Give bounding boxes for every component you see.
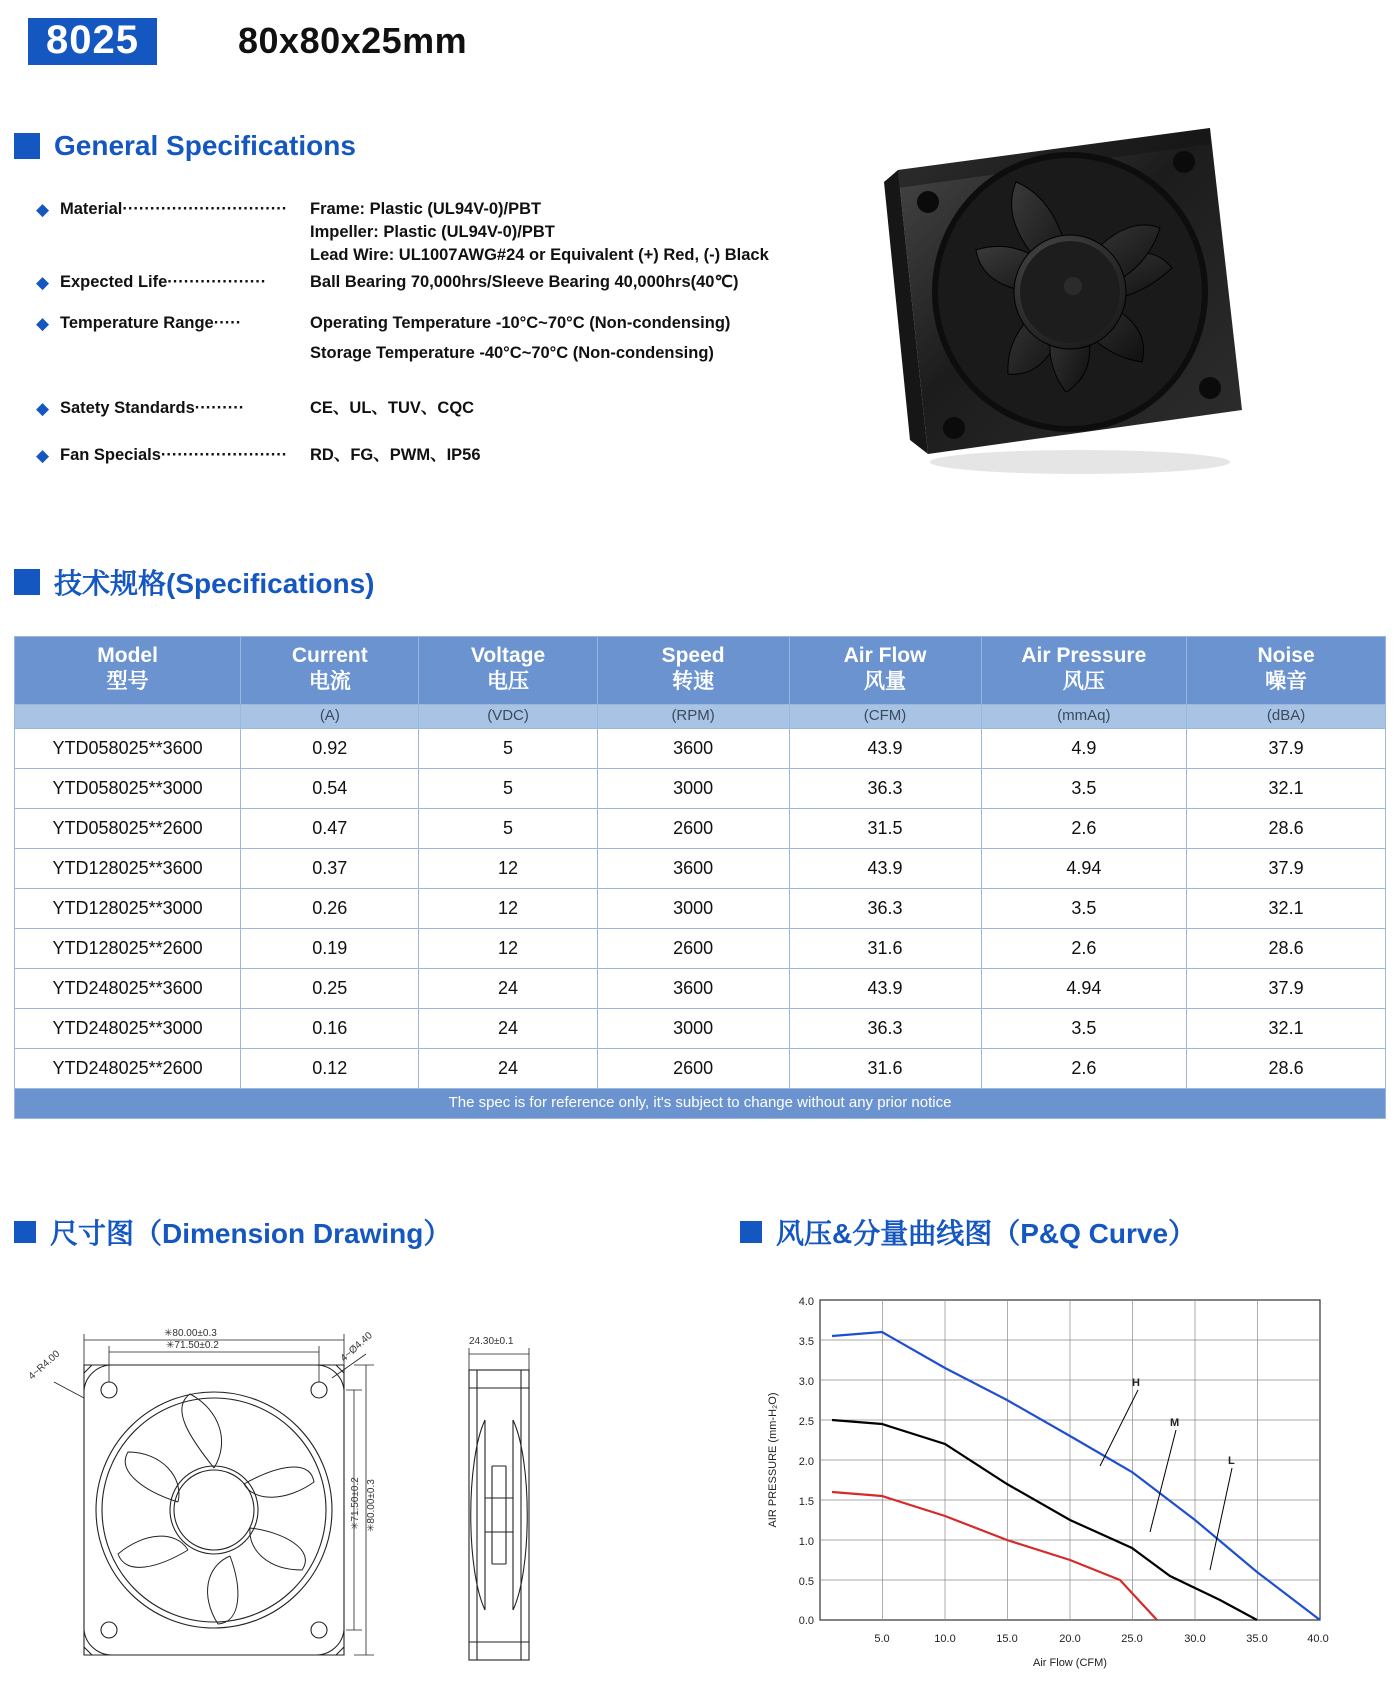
section-marker-square [14,569,40,595]
cell-voltage: 12 [419,848,597,888]
col-header-en: Voltage [470,644,546,667]
x-tick-label: 40.0 [1307,1633,1329,1645]
diamond-bullet-icon: ◆ [36,399,50,418]
dimension-drawing-title: 尺寸图（Dimension Drawing） [50,1218,452,1249]
col-header-cn: 风量 [864,670,907,694]
y-tick-label: 1.0 [798,1536,814,1548]
diamond-bullet-icon: ◆ [36,446,50,465]
col-header-cn: 转速 [672,670,715,694]
cell-airflow: 43.9 [789,848,981,888]
section-marker-square [740,1221,762,1243]
specifications-table-body [15,728,1386,1088]
cell-airpressure: 3.5 [981,888,1187,928]
cell-airpressure: 3.5 [981,768,1187,808]
cell-airpressure: 2.6 [981,808,1187,848]
cell-voltage: 12 [419,888,597,928]
general-specifications-heading [14,130,356,162]
cell-current: 0.37 [241,848,419,888]
table-col-header-speed [597,637,789,705]
table-footnote: The spec is for reference only, it's subject to change without any prior notice [15,1088,1386,1118]
spec-label: Satety Standards [60,399,195,417]
table-col-header-current [241,637,419,705]
spec-value: RD、FG、PWM、IP56 [310,446,481,464]
cell-airflow: 31.6 [789,928,981,968]
table-col-header-voltage [419,637,597,705]
cell-noise: 32.1 [1187,768,1386,808]
cell-voltage: 12 [419,928,597,968]
cell-current: 0.12 [241,1048,419,1088]
col-header-en: Model [97,644,158,667]
cell-model: YTD128025**3000 [15,888,241,928]
spec-value: Ball Bearing 70,000hrs/Sleeve Bearing 40,000hrs(40℃) [310,273,739,291]
col-header-en: Air Flow [843,644,927,667]
specifications-title: 技术规格(Specifications) [54,568,375,599]
x-tick-label: 20.0 [1059,1633,1081,1645]
y-tick-label: 3.5 [798,1336,814,1348]
cell-noise: 37.9 [1187,848,1386,888]
cell-noise: 37.9 [1187,728,1386,768]
table-row [15,1048,1386,1088]
general-specifications-list [36,198,866,467]
table-row [15,728,1386,768]
y-tick-label: 3.0 [798,1376,814,1388]
cell-airpressure: 4.9 [981,728,1187,768]
table-header-row [15,637,1386,705]
spec-value: Operating Temperature -10°C~70°C (Non-condensing) [310,314,731,332]
cell-airpressure: 4.94 [981,848,1187,888]
cell-current: 0.16 [241,1008,419,1048]
y-tick-label: 2.5 [798,1416,814,1428]
col-header-en: Air Pressure [1021,644,1147,667]
cell-voltage: 5 [419,808,597,848]
page-header [0,8,1400,70]
cell-model: YTD058025**3000 [15,768,241,808]
table-row [15,768,1386,808]
unit-speed: (RPM) [597,704,789,728]
cell-current: 0.19 [241,928,419,968]
leader-dots: ······························ [122,200,288,218]
fan-illustration-icon [880,110,1260,480]
dimension-drawing-figure [14,1270,714,1690]
spec-value: Lead Wire: UL1007AWG#24 or Equivalent (+) Red, (-) Black [310,246,769,264]
specifications-heading [14,562,374,602]
series-label-L: L [1228,1455,1235,1467]
cell-airflow: 36.3 [789,1008,981,1048]
unit-model [15,704,241,728]
dim-height-outer-label: ✳80.00±0.3 [366,1479,377,1532]
spec-item-fan-specials [36,444,866,467]
dimension-drawing-svg [14,1270,714,1690]
cell-voltage: 24 [419,1048,597,1088]
section-marker-square [14,1221,36,1243]
cell-speed: 3000 [597,1008,789,1048]
dimension-drawing-heading [14,1212,451,1252]
fan-dimensions-title: 80x80x25mm [238,20,468,61]
cell-airflow: 43.9 [789,968,981,1008]
y-tick-label: 4.0 [798,1296,814,1308]
leader-dots: ·················· [167,273,267,291]
spec-value: Storage Temperature -40°C~70°C (Non-condensing) [310,344,714,362]
cell-current: 0.54 [241,768,419,808]
unit-voltage: (VDC) [419,704,597,728]
dim-thickness-label: 24.30±0.1 [469,1336,514,1347]
cell-model: YTD248025**2600 [15,1048,241,1088]
x-tick-label: 5.0 [874,1633,890,1645]
x-tick-label: 35.0 [1246,1633,1268,1645]
y-tick-label: 2.0 [798,1456,814,1468]
model-badge: 8025 [28,18,157,65]
cell-airflow: 31.5 [789,808,981,848]
table-col-header-airpressure [981,637,1187,705]
spec-item-safety-standards [36,397,866,420]
table-row [15,928,1386,968]
x-tick-label: 10.0 [934,1633,956,1645]
cell-current: 0.47 [241,808,419,848]
cell-airpressure: 2.6 [981,928,1187,968]
diamond-bullet-icon: ◆ [36,314,50,333]
general-specifications-title: General Specifications [54,130,356,161]
col-header-cn: 电压 [487,670,530,694]
spec-value: Impeller: Plastic (UL94V-0)/PBT [310,223,555,241]
cell-current: 0.26 [241,888,419,928]
leader-dots: ····· [213,314,242,332]
specifications-table-wrapper [14,636,1386,1119]
cell-speed: 3600 [597,728,789,768]
spec-label: Expected Life [60,273,168,291]
spec-item-temperature-range [36,312,866,365]
spec-value: CE、UL、TUV、CQC [310,399,475,417]
x-tick-label: 30.0 [1184,1633,1206,1645]
x-axis-label: Air Flow (CFM) [1033,1657,1107,1669]
cell-airflow: 43.9 [789,728,981,768]
fan-product-photo [880,110,1260,480]
col-header-en: Current [291,644,368,667]
cell-voltage: 24 [419,1008,597,1048]
y-tick-label: 0.0 [798,1615,814,1627]
unit-airflow: (CFM) [789,704,981,728]
cell-voltage: 5 [419,768,597,808]
pq-curve-title: 风压&分量曲线图（P&Q Curve） [776,1218,1197,1249]
cell-airflow: 31.6 [789,1048,981,1088]
specifications-table [14,636,1386,1119]
col-header-cn: 风压 [1062,670,1105,694]
table-footnote-row [15,1088,1386,1118]
y-tick-label: 0.5 [798,1576,814,1588]
cell-speed: 2600 [597,808,789,848]
cell-current: 0.25 [241,968,419,1008]
cell-airpressure: 2.6 [981,1048,1187,1088]
cell-speed: 3600 [597,968,789,1008]
y-axis-label: AIR PRESSURE (mm-H₂O) [767,1392,779,1528]
cell-model: YTD058025**3600 [15,728,241,768]
cell-airpressure: 4.94 [981,968,1187,1008]
cell-speed: 2600 [597,928,789,968]
dim-corner-radius-label: 4~R4.00 [26,1348,63,1383]
unit-airpressure: (mmAq) [981,704,1187,728]
cell-speed: 3600 [597,848,789,888]
cell-airpressure: 3.5 [981,1008,1187,1048]
col-header-cn: 电流 [308,670,351,694]
leader-dots: ······················· [160,446,288,464]
cell-model: YTD128025**3600 [15,848,241,888]
col-header-en: Noise [1257,644,1315,667]
pq-curve-svg [740,1270,1386,1690]
col-header-cn: 噪音 [1265,670,1308,694]
col-header-en: Speed [661,644,725,667]
series-label-M: M [1170,1417,1180,1429]
cell-noise: 28.6 [1187,808,1386,848]
cell-speed: 3000 [597,768,789,808]
spec-item-expected-life [36,271,866,294]
dim-outer-width-label: ✳80.00±0.3 [164,1328,217,1339]
series-label-H: H [1132,1377,1140,1389]
x-tick-label: 15.0 [996,1633,1018,1645]
cell-airflow: 36.3 [789,888,981,928]
table-row [15,808,1386,848]
cell-voltage: 24 [419,968,597,1008]
spec-item-material [36,198,866,267]
cell-noise: 28.6 [1187,928,1386,968]
cell-voltage: 5 [419,728,597,768]
cell-speed: 2600 [597,1048,789,1088]
cell-model: YTD058025**2600 [15,808,241,848]
pq-curve-figure [740,1270,1386,1690]
specifications-table-footer [15,1088,1386,1118]
unit-noise: (dBA) [1187,704,1386,728]
cell-noise: 32.1 [1187,888,1386,928]
spec-label: Temperature Range [60,314,214,332]
cell-model: YTD248025**3600 [15,968,241,1008]
table-col-header-noise [1187,637,1386,705]
table-col-header-airflow [789,637,981,705]
cell-noise: 37.9 [1187,968,1386,1008]
table-row [15,968,1386,1008]
cell-noise: 28.6 [1187,1048,1386,1088]
table-row [15,1008,1386,1048]
cell-current: 0.92 [241,728,419,768]
y-tick-label: 1.5 [798,1496,814,1508]
diamond-bullet-icon: ◆ [36,273,50,292]
unit-current: (A) [241,704,419,728]
cell-model: YTD248025**3000 [15,1008,241,1048]
leader-dots: ········· [194,399,245,417]
table-col-header-model [15,637,241,705]
dim-height-hole-label: ✳71.50±0.2 [350,1477,361,1530]
cell-speed: 3000 [597,888,789,928]
cell-model: YTD128025**2600 [15,928,241,968]
cell-noise: 32.1 [1187,1008,1386,1048]
diamond-bullet-icon: ◆ [36,200,50,219]
x-tick-label: 25.0 [1121,1633,1143,1645]
table-units-row [15,704,1386,728]
cell-airflow: 36.3 [789,768,981,808]
table-row [15,848,1386,888]
pq-curve-heading [740,1212,1196,1252]
dim-hole-pitch-label: ✳71.50±0.2 [166,1340,219,1351]
spec-value: Frame: Plastic (UL94V-0)/PBT [310,200,542,218]
table-row [15,888,1386,928]
spec-label: Material [60,200,123,218]
spec-label: Fan Specials [60,446,161,464]
col-header-cn: 型号 [106,670,149,694]
dim-hole-dia-label: 4~Ø4.40 [338,1330,375,1365]
section-marker-square [14,133,40,159]
